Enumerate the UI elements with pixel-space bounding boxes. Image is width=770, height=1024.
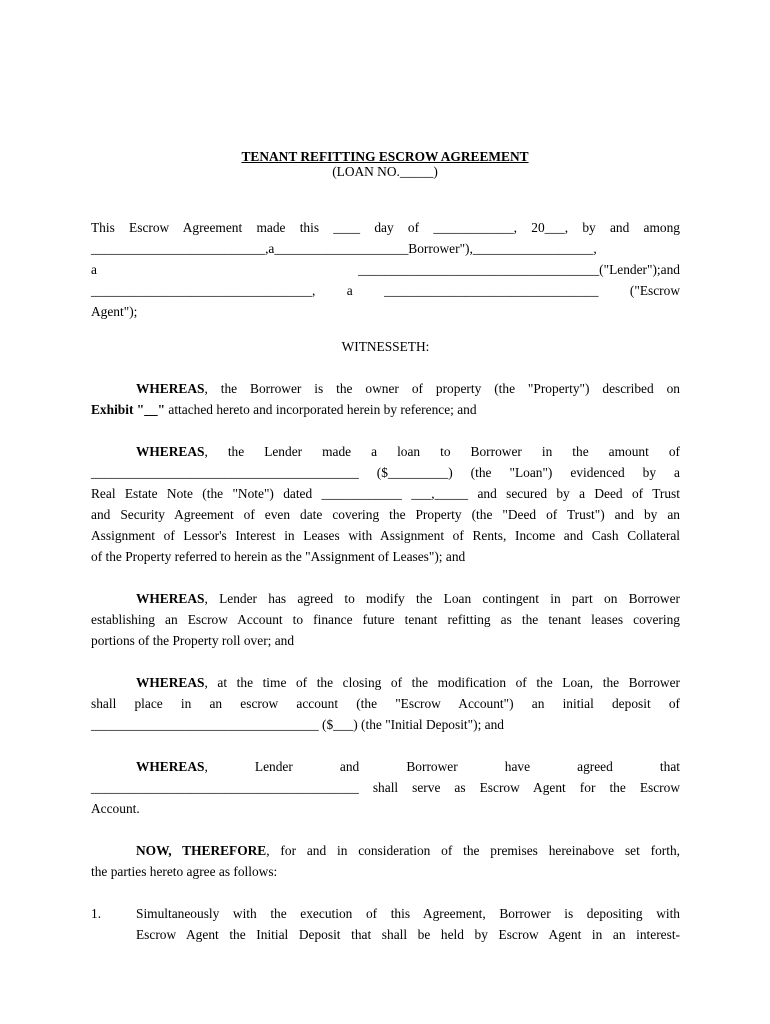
recital-2-line-4: and Security Agreement of even date covering the Property (the "Deed of Trust") and by an — [91, 507, 680, 522]
intro-line-1: This Escrow Agreement made this ____ day of ____________, 20___, by and among — [91, 220, 680, 235]
recital-1-text-2: attached hereto and incorporated herein by reference; and — [165, 402, 477, 417]
recital-5-line-2: ________________________________________ shall serve as Escrow Agent for the Escrow — [91, 780, 680, 795]
recital-3-line-2: establishing an Escrow Account to finance future tenant refitting as the tenant leases covering — [91, 612, 680, 627]
whereas-label: WHEREAS — [136, 591, 205, 606]
recital-2-line-1 — [91, 441, 680, 462]
recital-5-line-3: Account. — [91, 801, 140, 816]
recital-3-line-3: portions of the Property roll over; and — [91, 633, 295, 648]
now-therefore-text: , for and in consideration of the premises hereinabove set forth, — [266, 843, 681, 858]
recital-3-text: , Lender has agreed to modify the Loan contingent in part on Borrower — [204, 591, 680, 606]
document-title: TENANT REFITTING ESCROW AGREEMENT — [241, 149, 529, 164]
now-therefore-line-1 — [91, 840, 680, 861]
recital-4-line-2: shall place in an escrow account (the "Escrow Account") an initial deposit of — [91, 696, 680, 711]
intro-line-2: __________________________,a____________________Borrower"),__________________, — [91, 241, 597, 256]
recital-1-line-1 — [91, 378, 680, 399]
witnesseth-heading: WITNESSETH: — [341, 339, 430, 354]
clause-1-line-2: Escrow Agent the Initial Deposit that shall be held by Escrow Agent in an interest- — [136, 927, 680, 942]
title-block — [0, 149, 770, 179]
intro-line-5: Agent"); — [91, 304, 138, 319]
whereas-label: WHEREAS — [136, 444, 205, 459]
clause-1-line-1: Simultaneously with the execution of this Agreement, Borrower is depositing with — [136, 906, 680, 921]
now-therefore-line-2: the parties hereto agree as follows: — [91, 864, 278, 879]
whereas-label: WHEREAS — [136, 759, 205, 774]
clause-1-number: 1. — [91, 906, 102, 921]
recital-4-line-3: __________________________________ ($___) (the "Initial Deposit"); and — [91, 717, 504, 732]
recital-5-line-1 — [91, 756, 680, 777]
recital-4-line-1 — [91, 672, 680, 693]
recital-5-text: , Lender and Borrower have agreed that — [204, 759, 680, 774]
whereas-label: WHEREAS — [136, 675, 205, 690]
recital-1-text: , the Borrower is the owner of property (the "Property") described on — [204, 381, 680, 396]
recital-2-line-6: of the Property referred to herein as the "Assignment of Leases"); and — [91, 549, 466, 564]
recital-2-line-5: Assignment of Lessor's Interest in Leases with Assignment of Rents, Income and Cash Collateral — [91, 528, 680, 543]
now-therefore-label: NOW, THEREFORE — [136, 843, 267, 858]
recital-2-line-2: ________________________________________ ($_________) (the "Loan") evidenced by a — [91, 465, 680, 480]
recital-4-text: , at the time of the closing of the modification of the Loan, the Borrower — [204, 675, 680, 690]
recital-2-text: , the Lender made a loan to Borrower in the amount of — [204, 444, 680, 459]
whereas-label: WHEREAS — [136, 381, 205, 396]
intro-line-4: _________________________________, a ________________________________ ("Escrow — [91, 283, 680, 298]
intro-line-3: a ____________________________________("Lender");and — [91, 262, 680, 277]
recital-3-line-1 — [91, 588, 680, 609]
loan-number: (LOAN NO._____) — [332, 164, 438, 179]
recital-1-line-2 — [91, 399, 680, 420]
exhibit-reference: Exhibit "__" — [91, 402, 166, 417]
recital-2-line-3: Real Estate Note (the "Note") dated ____________ ___,_____ and secured by a Deed of Trust — [91, 486, 680, 501]
